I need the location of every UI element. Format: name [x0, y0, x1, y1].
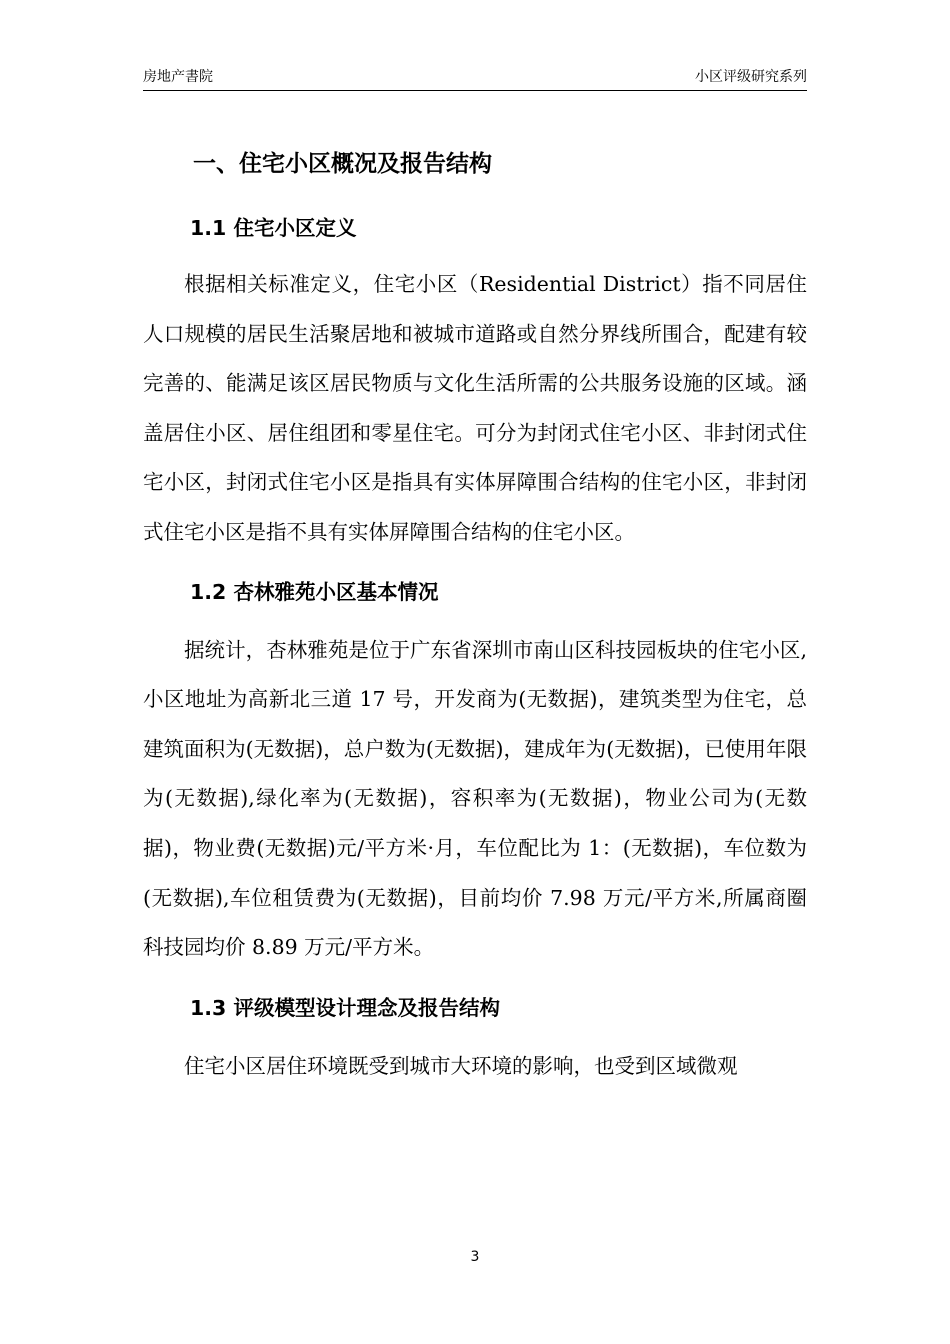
header-series-title: 小区评级研究系列 [695, 69, 807, 85]
page-body [143, 138, 807, 1091]
section-paragraph-1-2: 据统计，杏林雅苑是位于广东省深圳市南山区科技园板块的住宅小区,小区地址为高新北三道 17 号，开发商为(无数据)，建筑类型为住宅，总建筑面积为(无数据)，总户数为(无数据)，建成年为(无数据)，已使用年限为(无数据),绿化率为(无数据)，容积率为(无数据)，物业公司为(无数据)，物业费(无数据)元/平方米·月，车位配比为 1：(无数据)，车位数为(无数据),车位租赁费为(无数据)，目前均价 7.98 万元/平方米,所属商圈科技园均价 8.89 万元/平方米。 [143, 637, 807, 960]
chapter-title: 一、住宅小区概况及报告结构 [193, 151, 492, 177]
header-publisher: 房地产書院 [143, 69, 213, 85]
section-heading-1-1: 1.1 住宅小区定义 [190, 216, 357, 240]
page-header [143, 64, 807, 91]
section-heading-1-3: 1.3 评级模型设计理念及报告结构 [190, 995, 500, 1020]
page-number: 3 [470, 1249, 480, 1265]
section-paragraph-1-3: 住宅小区居住环境既受到城市大环境的影响，也受到区域微观 [184, 1053, 738, 1078]
section-heading-1-2: 1.2 杏林雅苑小区基本情况 [190, 579, 439, 604]
section-paragraph-1-1: 根据相关标准定义，住宅小区（Residential District）指不同居住人口规模的居民生活聚居地和被城市道路或自然分界线所围合，配建有较完善的、能满足该区居民物质与文化生活所需的公共服务设施的区域。涵盖居住小区、居住组团和零星住宅。可分为封闭式住宅小区、非封闭式住宅小区，封闭式住宅小区是指具有实体屏障围合结构的住宅小区，非封闭式住宅小区是指不具有实体屏障围合结构的住宅小区。 [143, 272, 807, 544]
